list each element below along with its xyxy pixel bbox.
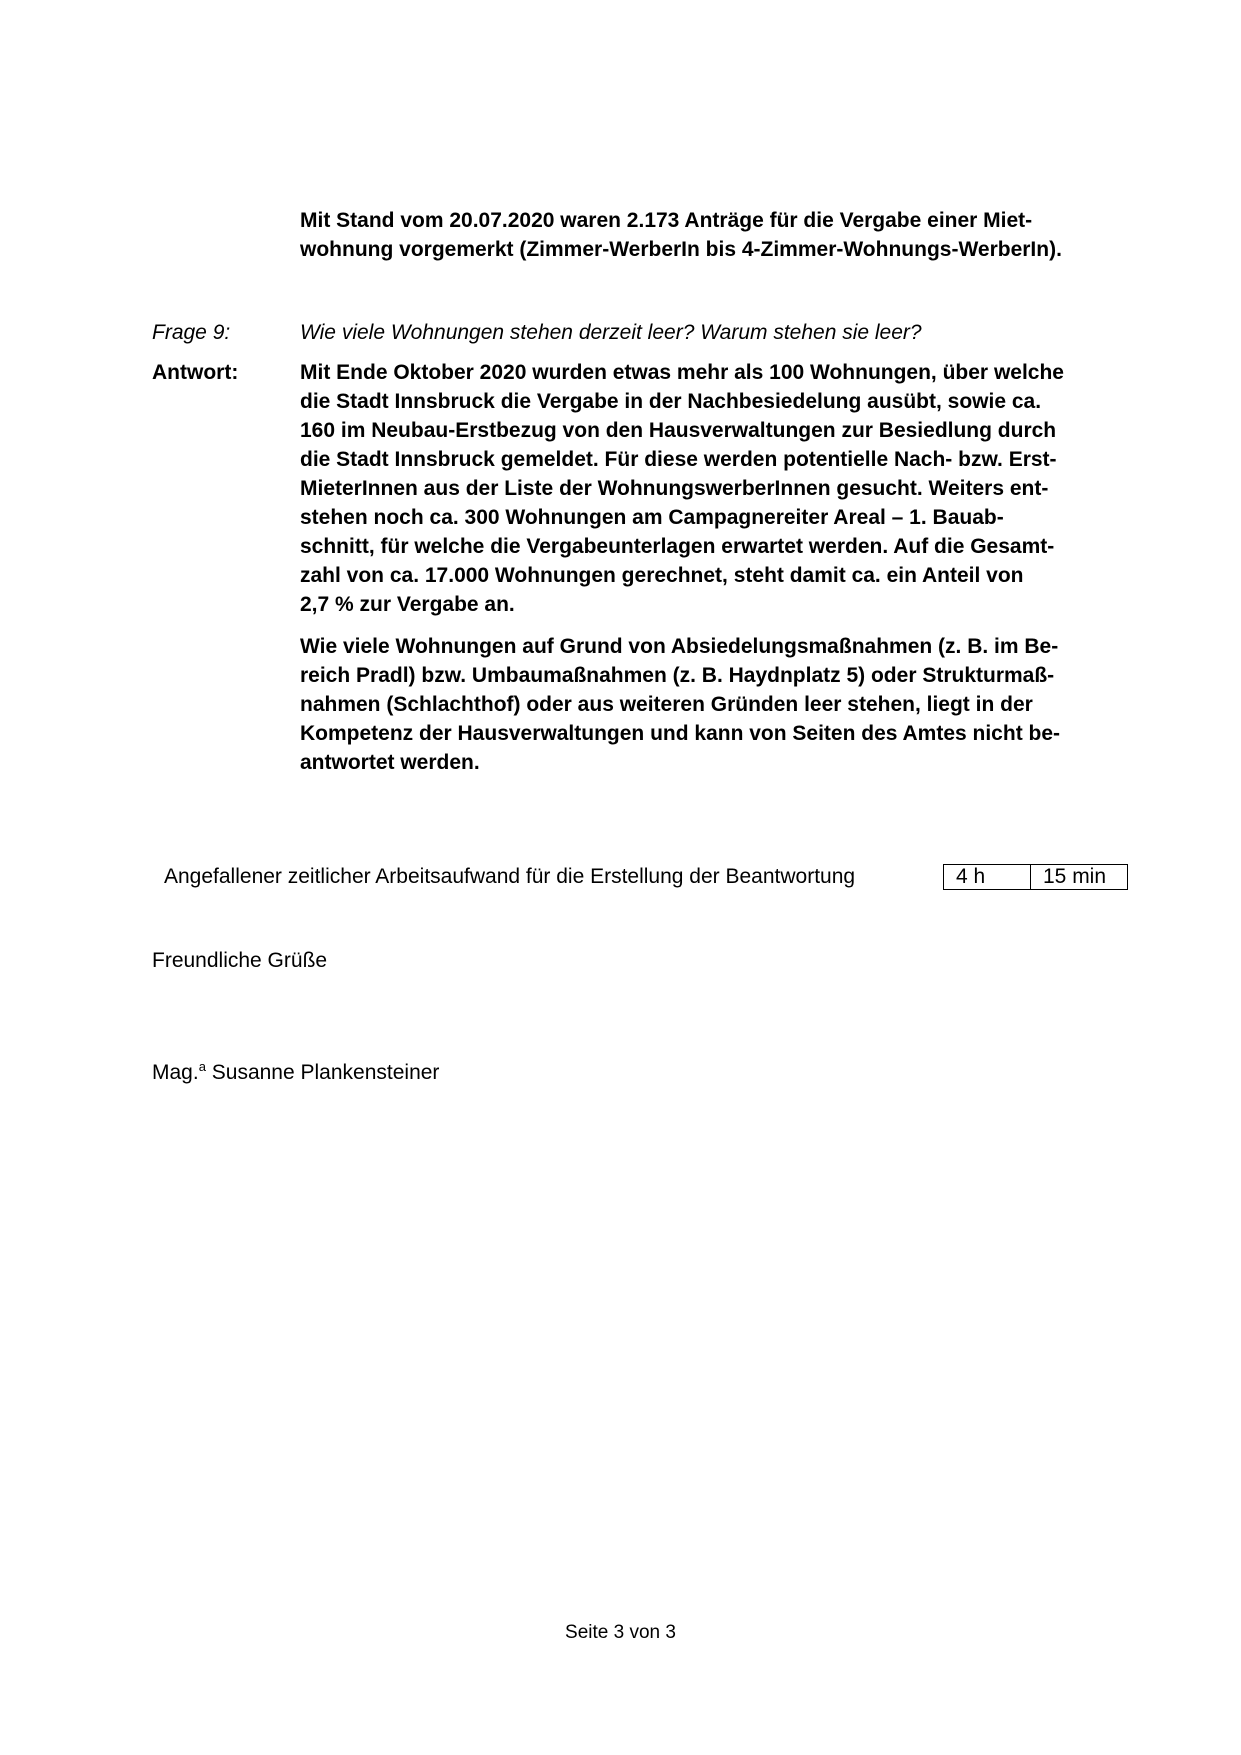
answer-p2-line: nahmen (Schlachthof) oder aus weiteren Gründen leer stehen, liegt in der xyxy=(300,693,1033,716)
signature-title-suffix: a xyxy=(198,1059,206,1074)
page-footer: Seite 3 von 3 xyxy=(565,1622,676,1643)
answer-label: Antwort: xyxy=(152,361,239,384)
answer-p1-line: 2,7 % zur Vergabe an. xyxy=(300,593,515,616)
effort-label: Angefallener zeitlicher Arbeitsaufwand für die Erstellung der Beantwortung xyxy=(164,865,856,888)
answer-p1-line: die Stadt Innsbruck die Vergabe in der Nachbesiedelung ausübt, sowie ca. xyxy=(300,390,1042,413)
effort-hours: 4 h xyxy=(944,865,1031,890)
intro-line-2: wohnung vorgemerkt (Zimmer-WerberIn bis 4-Zimmer-Wohnungs-WerberIn). xyxy=(300,238,1062,261)
answer-p1-line: die Stadt Innsbruck gemeldet. Für diese werden potentielle Nach- bzw. Erst- xyxy=(300,448,1057,471)
answer-p1-line: stehen noch ca. 300 Wohnungen am Campagnereiter Areal – 1. Bauab- xyxy=(300,506,1004,529)
answer-p1-line: MieterInnen aus der Liste der WohnungswerberInnen gesucht. Weiters ent- xyxy=(300,477,1049,500)
answer-p1-line: schnitt, für welche die Vergabeunterlagen erwartet werden. Auf die Gesamt- xyxy=(300,535,1055,558)
signature-name: Susanne Plankensteiner xyxy=(211,1061,440,1084)
answer-p1-line: 160 im Neubau-Erstbezug von den Hausverwaltungen zur Besiedlung durch xyxy=(300,419,1057,442)
answer-p1-line: Mit Ende Oktober 2020 wurden etwas mehr als 100 Wohnungen, über welche xyxy=(300,361,1064,384)
effort-table xyxy=(943,864,1128,890)
intro-line-1: Mit Stand vom 20.07.2020 waren 2.173 Anträge für die Vergabe einer Miet- xyxy=(300,209,1033,232)
closing-greeting: Freundliche Grüße xyxy=(152,949,328,972)
answer-p2-line: Wie viele Wohnungen auf Grund von Absiedelungsmaßnahmen (z. B. im Be- xyxy=(300,635,1059,658)
answer-p1-line: zahl von ca. 17.000 Wohnungen gerechnet, steht damit ca. ein Anteil von xyxy=(300,564,1024,587)
answer-p2-line: Kompetenz der Hausverwaltungen und kann von Seiten des Amtes nicht be- xyxy=(300,722,1061,745)
question-text: Wie viele Wohnungen stehen derzeit leer? Warum stehen sie leer? xyxy=(300,321,922,344)
answer-p2-line: reich Pradl) bzw. Umbaumaßnahmen (z. B. Haydnplatz 5) oder Strukturmaß- xyxy=(300,664,1055,687)
signature-title: Mag. xyxy=(152,1061,199,1084)
question-label: Frage 9: xyxy=(152,321,231,344)
signature xyxy=(152,1058,439,1087)
effort-minutes: 15 min xyxy=(1031,865,1128,890)
answer-p2-line: antwortet werden. xyxy=(300,751,480,774)
